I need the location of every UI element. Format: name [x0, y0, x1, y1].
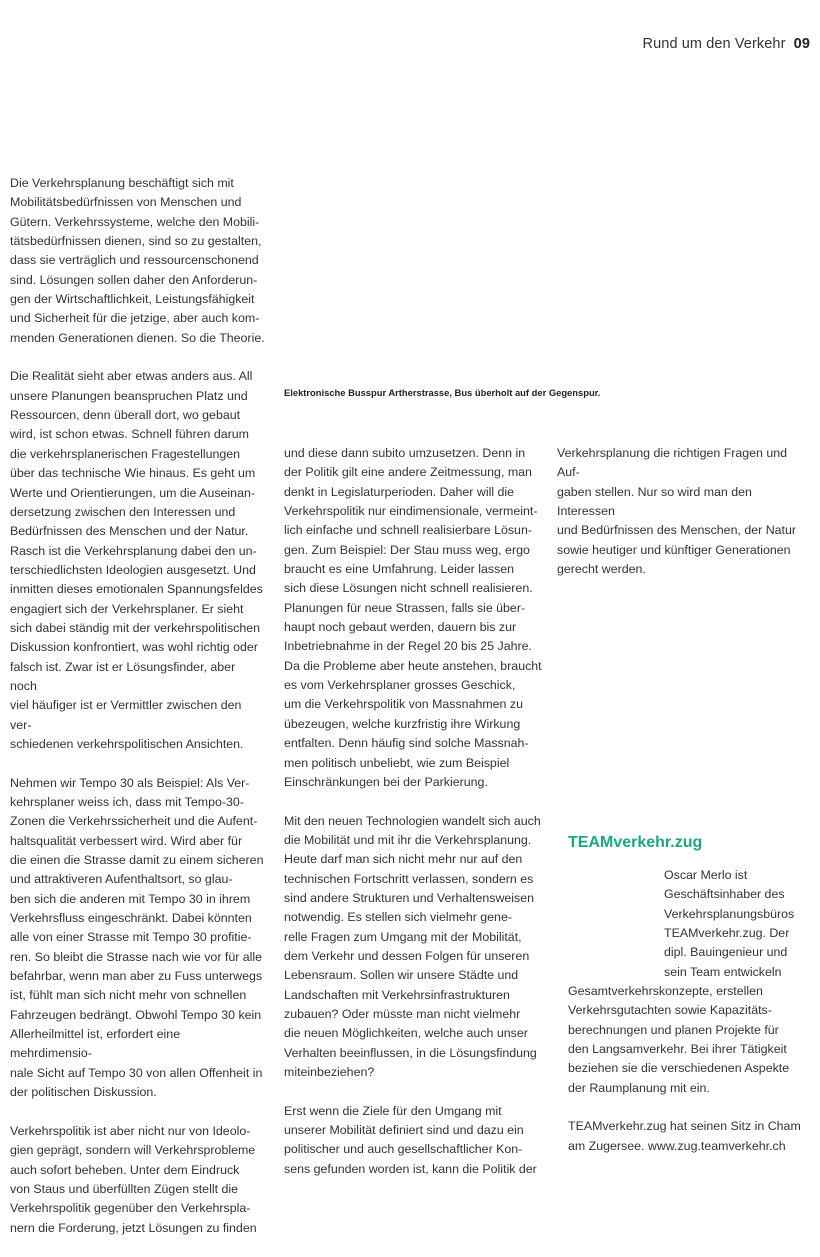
paragraph: Die Verkehrsplanung beschäftigt sich mit Mobilitätsbedürfnissen von Menschen und Gütern. Verkehrssysteme, welche den Mobili- tätsbedürfnissen dienen, sind so zu gestalten, dass sie verträglich und ressourcenschonend sind. Lösungen sollen daher den Anforderun- gen der Wirtschaftlichkeit, Leistungsfähigkeit und Sicherheit für die jetzige, aber auch kom- menden Generationen dienen. So die Theorie.	[10, 176, 265, 345]
section-title: Rund um den Verkehr	[642, 36, 786, 52]
text-column-1	[10, 174, 265, 1257]
image-caption: Elektronische Busspur Artherstrasse, Bus überholt auf der Gegenspur.	[284, 387, 601, 398]
paragraph: Die Realität sieht aber etwas anders aus. All unsere Planungen beanspruchen Platz und Ressourcen, denn überall dort, wo gebaut wird, ist schon etwas. Schnell führen darum die verkehrsplanerischen Fragestellungen über das technische Wie hinaus. Es geht um Werte und Orientierungen, um die Auseinan- dersetzung zwischen den Interessen und Bedürfnissen des Menschen und der Natur. Rasch ist die Verkehrsplanung dabei den un- terschiedlichsten Ideologien ausgesetzt. Und inmitten dieses emotionalen Spannungsfeldes engagiert sich der Verkehrsplaner. Er sieht sich dabei ständig mit der verkehrspolitischen Diskussion konfrontiert, was wohl richtig oder falsch ist. Zwar ist er Lösungsfinder, aber noch viel häufiger ist er Vermittler zwischen den ver- schiedenen verkehrspolitischen Ansichten.	[10, 369, 263, 751]
paragraph: Nehmen wir Tempo 30 als Beispiel: Als Ver- kehrsplaner weiss ich, dass mit Tempo-30- Zonen die Verkehrssicherheit und die Aufent- haltsqualität verbessert wird. Wird aber für die einen die Strasse damit zu einem sicheren und attraktiveren Aufenthaltsort, so glau- ben sich die anderen mit Tempo 30 in ihrem Verkehrsfluss eingeschränkt. Dabei könnten alle von einer Strasse mit Tempo 30 profitie- ren. So bleibt die Strasse nach wie vor für alle befahrbar, wenn man aber zu Fuss unterwegs ist, fühlt man sich nicht mehr von schnellen Fahrzeugen bedrängt. Obwohl Tempo 30 kein Allerheilmittel ist, erfordert eine mehrdimensio- nale Sicht auf Tempo 30 von allen Offenheit in der politischen Diskussion.	[10, 775, 264, 1100]
page-number: 09	[793, 36, 810, 52]
page-header	[643, 36, 810, 52]
bio-intro: Oscar Merlo ist Geschäftsinhaber des Verkehrsplanungsbüros TEAMverkehr.zug. Der dipl. Bauingenieur und sein Team entwickeln	[664, 868, 795, 979]
paragraph: Verkehrsplanung die richtigen Fragen und Auf- gaben stellen. Nur so wird man den Interessen und Bedürfnissen des Menschen, der Natur sowie heutiger und künftiger Generationen gerecht werden.	[557, 446, 797, 577]
text-column-3	[557, 444, 812, 599]
company-heading: TEAMverkehr.zug	[568, 834, 703, 851]
company-location: TEAMverkehr.zug hat seinen Sitz in Cham am Zugersee. www.zug.teamverkehr.ch	[568, 1119, 801, 1153]
bio-text: Gesamtverkehrskonzepte, erstellen Verkehrsgutachten sowie Kapazitäts- berechnungen und planen Projekte für den Langsamverkehr. Bei ihrer Tätigkeit beziehen sie die verschiedenen Aspekte der Raumplanung mit ein.	[568, 984, 790, 1095]
paragraph: Mit den neuen Technologien wandelt sich auch die Mobilität und mit ihr die Verkehrsplanung. Heute darf man sich nicht mehr nur auf den technischen Fortschritt verlassen, sondern es sind andere Strukturen und Verhaltensweisen notwendig. Es stellen sich vielmehr gene- relle Fragen zum Umgang mit der Mobilität, dem Verkehr und dessen Folgen für unseren Lebensraum. Sollen wir unsere Städte und Landschaften mit Verkehrsinfrastrukturen zubauen? Oder müsste man nicht vielmehr die neuen Möglichkeiten, welche auch unser Verhalten beeinflussen, in die Lösungsfindung miteinbeziehen?	[284, 813, 541, 1079]
company-bio	[568, 866, 808, 1176]
text-column-2	[284, 444, 546, 1198]
paragraph: Verkehrspolitik ist aber nicht nur von Ideolo- gien geprägt, sondern will Verkehrsprobleme auch sofort beheben. Unter dem Eindruck von Staus und überfüllten Zügen stellt die Verkehrspolitik gegenüber den Verkehrspla- nern die Forderung, jetzt Lösungen zu finden	[10, 1123, 257, 1235]
paragraph: und diese dann subito umzusetzen. Denn in der Politik gilt eine andere Zeitmessung, man denkt in Legislaturperioden. Daher will die Verkehrspolitik nur eindimensionale, vermeint- lich einfache und schnell realisierbare Lösun- gen. Zum Beispiel: Der Stau muss weg, ergo braucht es eine Umfahrung. Leider lassen sich diese Lösungen nicht schnell realisieren. Planungen für neue Strassen, falls sie über- haupt noch gebaut werden, dauern bis zur Inbetriebnahme in der Regel 20 bis 25 Jahre. Da die Probleme aber heute anstehen, braucht es vom Verkehrsplaner grosses Geschick, um die Verkehrspolitik von Massnahmen zu übezeugen, welche kurzfristig ihre Wirkung entfalten. Denn häufig sind solche Massnah- men politisch unbeliebt, wie zum Beispiel Einschränkungen bei der Parkierung.	[284, 446, 542, 789]
paragraph: Erst wenn die Ziele für den Umgang mit unserer Mobilität definiert sind und dazu ein politischer und auch gesellschaftlicher Kon- sens gefunden worden ist, kann die Politik der	[284, 1103, 537, 1176]
